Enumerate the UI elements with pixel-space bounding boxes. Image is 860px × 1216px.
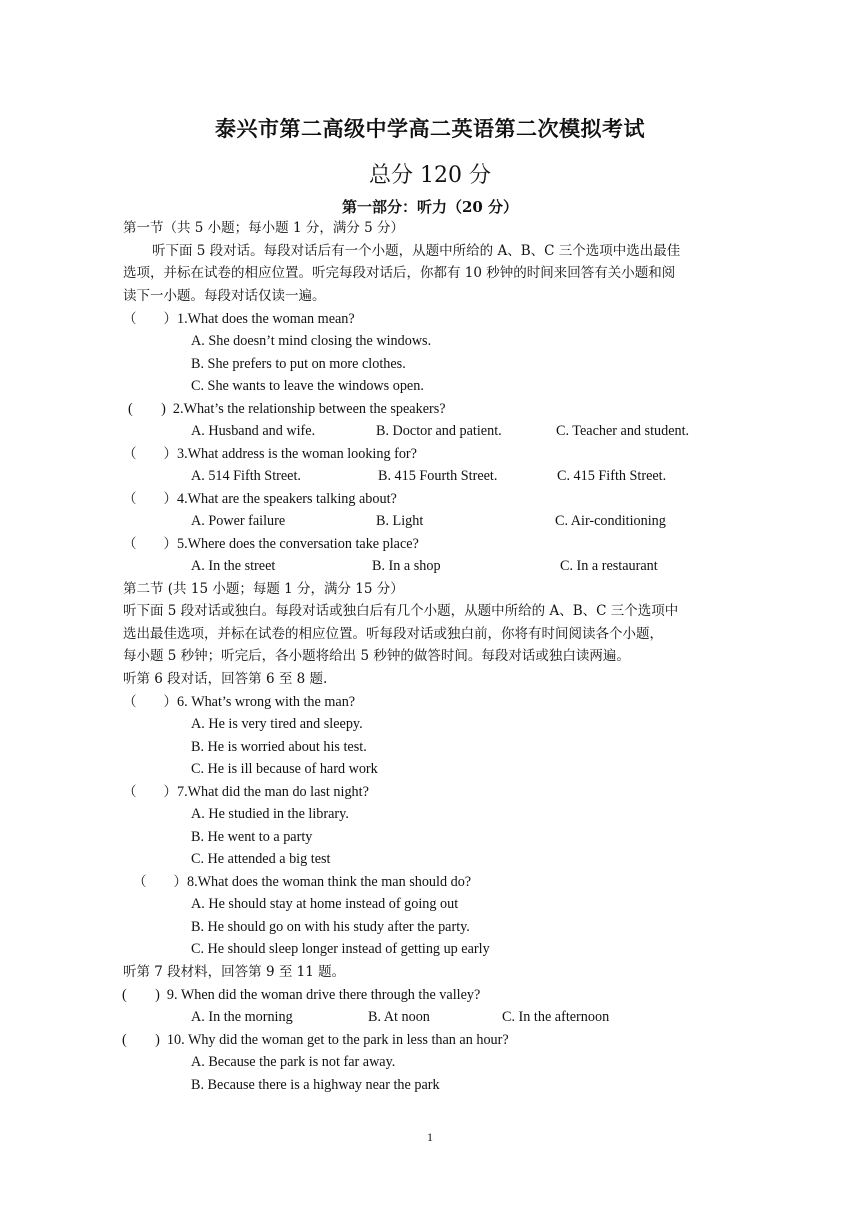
question-5 [123,534,419,554]
option-c: C. In a restaurant [560,558,658,574]
answer-blank[interactable]: （ ） [123,694,177,710]
question-1 [123,309,355,329]
question-6 [123,692,355,712]
dialog-7-heading: 听第 7 段材料，回答第 9 至 11 题。 [123,964,346,980]
answer-blank[interactable]: （ ） [123,311,177,327]
answer-blank[interactable]: ( ) [122,1032,160,1048]
answer-blank[interactable]: （ ） [123,446,177,462]
option-b: B. In a shop [372,558,441,574]
option-a: A. He is very tired and sleepy. [191,716,363,732]
option-a: A. 514 Fifth Street. [191,468,301,484]
question-4 [123,489,397,509]
section-one-instructions-1: 听下面 5 段对话。每段对话后有一个小题，从题中所给的 A、B、C 三个选项中选出最佳 [152,243,681,259]
option-a: A. Husband and wife. [191,423,316,439]
option-b: B. Because there is a highway near the park [191,1077,440,1093]
option-b: B. He is worried about his test. [191,739,367,755]
option-c: C. He is ill because of hard work [191,761,378,777]
question-text: 6. What’s wrong with the man? [177,694,356,710]
question-10 [122,1030,509,1050]
option-c: C. Teacher and student. [556,423,690,439]
page-number: 1 [427,1130,433,1144]
option-a: A. Because the park is not far away. [191,1054,396,1070]
option-c: C. Air-conditioning [555,513,666,529]
option-b: B. He should go on with his study after the party. [191,919,470,935]
question-8 [133,872,471,892]
section-two-instructions-3: 每小题 5 秒钟；听完后，各小题将给出 5 秒钟的做答时间。每段对话或独白读两遍。 [123,648,630,664]
section-one-instructions-3: 读下一小题。每段对话仅读一遍。 [123,288,326,304]
question-text: 10. Why did the woman get to the park in less than an hour? [166,1032,509,1048]
total-score: 总分 120 分 [369,163,491,188]
option-a: A. Power failure [191,513,286,529]
section-two-instructions-1: 听下面 5 段对话或独白。每段对话或独白后有几个小题，从题中所给的 A、B、C 三个选项中 [123,603,679,619]
dialog-6-heading: 听第 6 段对话，回答第 6 至 8 题. [123,671,328,687]
answer-blank[interactable]: （ ） [133,874,187,890]
question-text: 8.What does the woman think the man should do? [187,874,472,890]
page-title: 泰兴市第二高级中学高二英语第二次模拟考试 [215,116,645,141]
option-b: B. Doctor and patient. [376,423,502,439]
question-text: 1.What does the woman mean? [177,311,355,327]
section-one-heading: 第一节（共 5 小题；每小题 1 分，满分 5 分） [123,220,405,236]
question-2 [128,399,446,419]
section-two-instructions-2: 选出最佳选项，并标在试卷的相应位置。听每段对话或独白前，你将有时间阅读各个小题， [123,626,663,642]
question-text: 2.What’s the relationship between the speakers? [172,401,446,417]
option-a: A. He studied in the library. [191,806,349,822]
question-text: 9. When did the woman drive there through the valley? [166,987,481,1003]
option-a: A. He should stay at home instead of going out [191,896,459,912]
answer-blank[interactable]: ( ) [122,987,160,1003]
option-b: B. Light [376,513,424,529]
section-two-heading: 第二节 (共 15 小题；每题 1 分，满分 15 分） [123,581,404,597]
answer-blank[interactable]: ( ) [128,401,166,417]
option-a: A. In the street [191,558,276,574]
section-one-instructions-2: 选项，并标在试卷的相应位置。听完每段对话后，你都有 10 秒钟的时间来回答有关小题和阅 [123,265,676,281]
option-c: C. In the afternoon [502,1009,610,1025]
option-c: C. 415 Fifth Street. [557,468,667,484]
part-one-heading: 第一部分：听力（20 分） [341,198,519,216]
question-text: 3.What address is the woman looking for? [177,446,417,462]
option-c: C. He attended a big test [191,851,331,867]
option-c: C. She wants to leave the windows open. [191,378,424,394]
answer-blank[interactable]: （ ） [123,491,177,507]
question-text: 7.What did the man do last night? [177,784,369,800]
option-b: B. He went to a party [191,829,313,845]
answer-blank[interactable]: （ ） [123,784,177,800]
question-text: 4.What are the speakers talking about? [177,491,397,507]
option-c: C. He should sleep longer instead of getting up early [191,941,490,957]
answer-blank[interactable]: （ ） [123,536,177,552]
question-7 [123,782,369,802]
option-a: A. In the morning [191,1009,293,1025]
question-3 [123,444,417,464]
option-a: A. She doesn’t mind closing the windows. [191,333,432,349]
option-b: B. 415 Fourth Street. [378,468,498,484]
option-b: B. She prefers to put on more clothes. [191,356,406,372]
question-9 [122,985,480,1005]
question-text: 5.Where does the conversation take place? [177,536,419,552]
option-b: B. At noon [368,1009,430,1025]
